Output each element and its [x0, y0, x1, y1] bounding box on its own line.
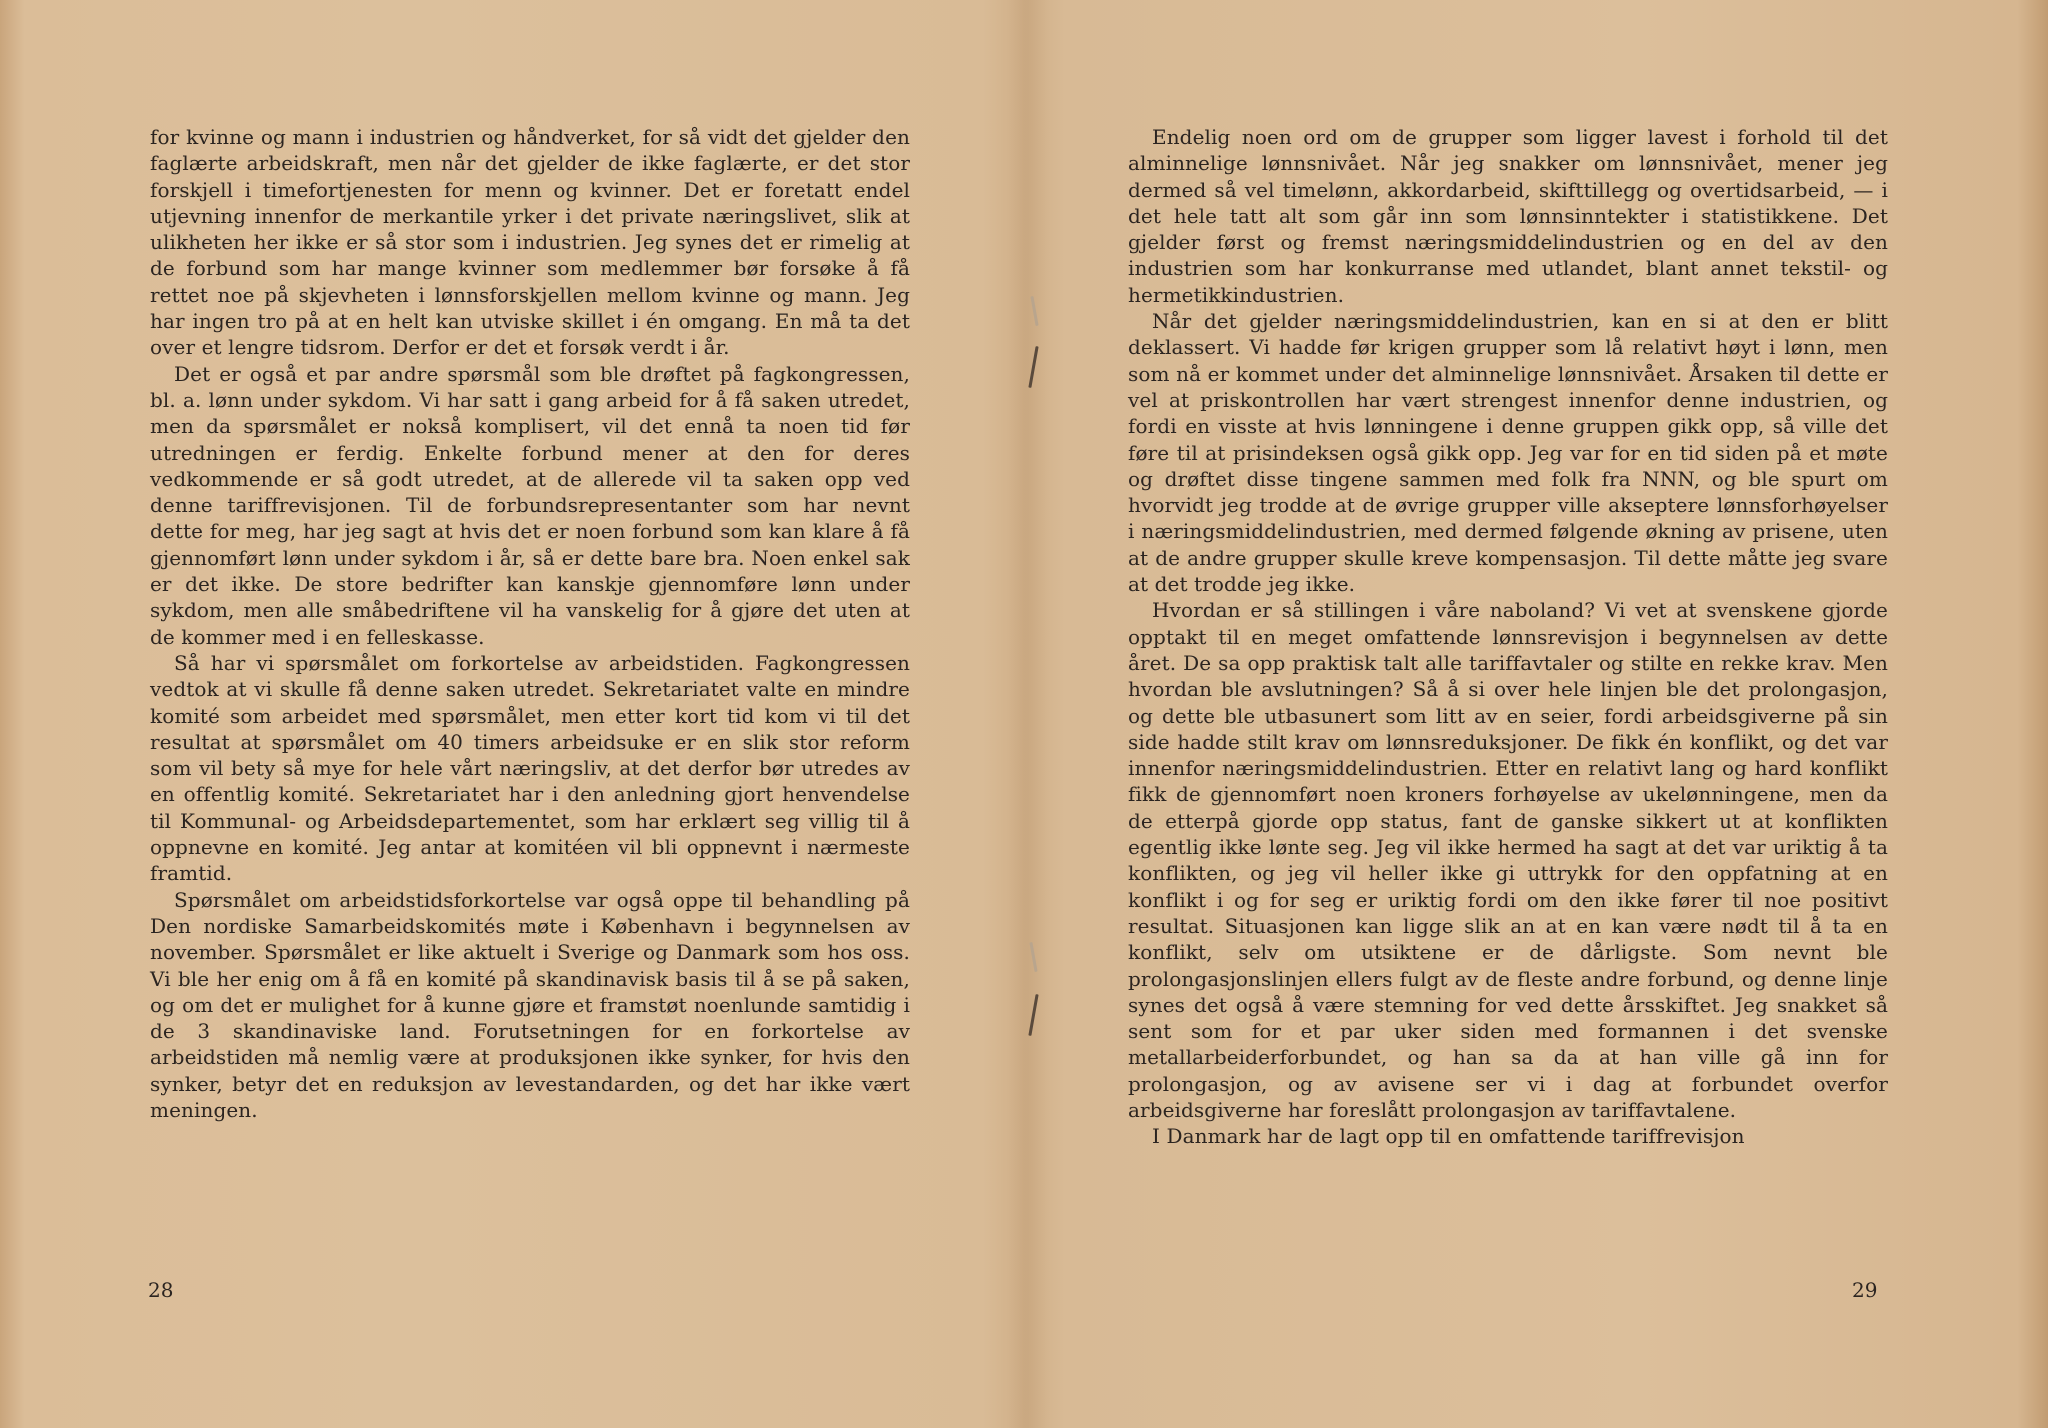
right-page [1128, 124, 1888, 1414]
paragraph: I Danmark har de lagt opp til en omfattende tariffrevisjon [1152, 1124, 1745, 1149]
page-number-right: 29 [1852, 1278, 1878, 1302]
paragraph: Det er også et par andre spørsmål som ble drøftet på fagkongressen, bl. a. lønn under sykdom. Vi har satt i gang arbeid for å få saken utredet, men da spørsmålet er nokså komplisert, vil det ennå ta noen tid før utredningen er ferdig. Enkelte forbund mener at den for deres vedkommende er så godt utredet, at de allerede vil ta saken opp ved denne tariffrevisjonen. Til de forbundsrepresentanter som har nevnt dette for meg, har jeg sagt at hvis det er noen forbund som kan klare å få gjennomført lønn under sykdom i år, så er dette bare bra. Noen enkel sak er det ikke. De store bedrifter kan kanskje gjennomføre lønn under sykdom, men alle småbedriftene vil ha vanskelig for å gjøre det uten at de kommer med i en felleskasse. [150, 361, 910, 649]
book-gutter [1008, 0, 1048, 1428]
paragraph: Spørsmålet om arbeidstidsforkortelse var også oppe til behandling på Den nordiske Samarbeidskomités møte i København i begynnelsen av november. Spørsmålet er like aktuelt i Sverige og Danmark som hos oss. Vi ble her enig om å få en komité på skandinavisk basis til å se på saken, og om det er mulighet for å kunne gjøre et framstøt noenlunde samtidig i de 3 skandinaviske land. Forutsetningen for en forkortelse av arbeidstiden må nemlig være at produksjonen ikke synker, for hvis den synker, betyr det en reduksjon av levestandarden, og det har ikke vært meningen. [150, 887, 910, 1122]
paragraph: Endelig noen ord om de grupper som ligger lavest i forhold til det alminnelige lønnsnivået. Når jeg snakker om lønnsnivået, mener jeg dermed så vel timelønn, akkordarbeid, skifttillegg og overtidsarbeid, — i det hele tatt alt som går inn som lønnsinntekter i statistikkene. Det gjelder først og fremst næringsmiddelindustrien og en del av den industrien som har konkurranse med utlandet, blant annet tekstil- og hermetikkindustrien. [1128, 125, 1888, 307]
paragraph: Hvordan er så stillingen i våre naboland? Vi vet at svenskene gjorde opptakt til en meget omfattende lønnsrevisjon i begynnelsen av dette året. De sa opp praktisk talt alle tariffavtaler og stilte en rekke krav. Men hvordan ble avslutningen? Så å si over hele linjen ble det prolongasjon, og dette ble utbasunert som litt av en seier, fordi arbeidsgiverne på sin side hadde stilt krav om lønnsreduksjoner. De fikk én konflikt, og det var innenfor næringsmiddelindustrien. Etter en relativt lang og hard konflikt fikk de gjennomført noen kroners forhøyelse av ukelønningene, men da de etterpå gjorde opp status, fant de ganske sikkert ut at konflikten egentlig ikke lønte seg. Jeg vil ikke hermed ha sagt at det var uriktig å ta konflikten, og jeg vil heller ikke gi uttrykk for den oppfatning at en konflikt i og for seg er uriktig fordi om den ikke fører til noe positivt resultat. Situasjonen kan ligge slik an at en kan være nødt til å ta en konflikt, selv om utsiktene er de dårligste. Som nevnt ble prolongasjonslinjen ellers fulgt av de fleste andre forbund, og denne linje synes det også å være stemning for ved dette årsskiftet. Jeg snakket så sent som for et par uker siden med formannen i det svenske metallarbeiderforbundet, og han sa da at han ville gå inn for prolongasjon, og av avisene ser vi i dag at forbundet overfor arbeidsgiverne har foreslått prolongasjon av tariffavtalene. [1128, 598, 1888, 1122]
paragraph: Når det gjelder næringsmiddelindustrien, kan en si at den er blitt deklassert. Vi hadde før krigen grupper som lå relativt høyt i lønn, men som nå er kommet under det alminnelige lønnsnivået. Årsaken til dette er vel at priskontrollen har vært strengest innenfor denne industrien, og fordi en visste at hvis lønningene i denne gruppen gikk opp, så ville det føre til at prisindeksen også gikk opp. Jeg var for en tid siden på et møte og drøftet disse tingene sammen med folk fra NNN, og ble spurt om hvorvidt jeg trodde at de øvrige grupper ville akseptere lønnsforhøyelser i næringsmiddelindustrien, med dermed følgende økning av prisene, uten at de andre grupper skulle kreve kompensasjon. Til dette måtte jeg svare at det trodde jeg ikke. [1128, 309, 1888, 597]
page-number-left: 28 [148, 1278, 174, 1302]
paragraph: for kvinne og mann i industrien og håndverket, for så vidt det gjelder den faglærte arbeidskraft, men når det gjelder de ikke faglærte, er det stor forskjell i timefortjenesten for menn og kvinner. Det er foretatt endel utjevning innenfor de merkantile yrker i det private næringslivet, slik at ulikheten her ikke er så stor som i industrien. Jeg synes det er rimelig at de forbund som har mange kvinner som medlemmer bør forsøke å få rettet noe på skjevheten i lønnsforskjellen mellom kvinne og mann. Jeg har ingen tro på at en helt kan utviske skillet i én omgang. En må ta det over et lengre tidsrom. Derfor er det et forsøk verdt i år. [150, 125, 910, 360]
paragraph: Så har vi spørsmålet om forkortelse av arbeidstiden. Fagkongressen vedtok at vi skulle få denne saken utredet. Sekretariatet valte en mindre komité som arbeidet med spørsmålet, men etter kort tid kom vi til det resultat at spørsmålet om 40 timers arbeidsuke er en slik stor reform som vil bety så mye for hele vårt næringsliv, at det derfor bør utredes av en offentlig komité. Sekretariatet har i den anledning gjort henvendelse til Kommunal- og Arbeidsdepartementet, som har erklært seg villig til å oppnevne en komité. Jeg antar at komitéen vil bli oppnevnt i nærmeste framtid. [150, 650, 910, 886]
left-page [150, 124, 910, 1414]
